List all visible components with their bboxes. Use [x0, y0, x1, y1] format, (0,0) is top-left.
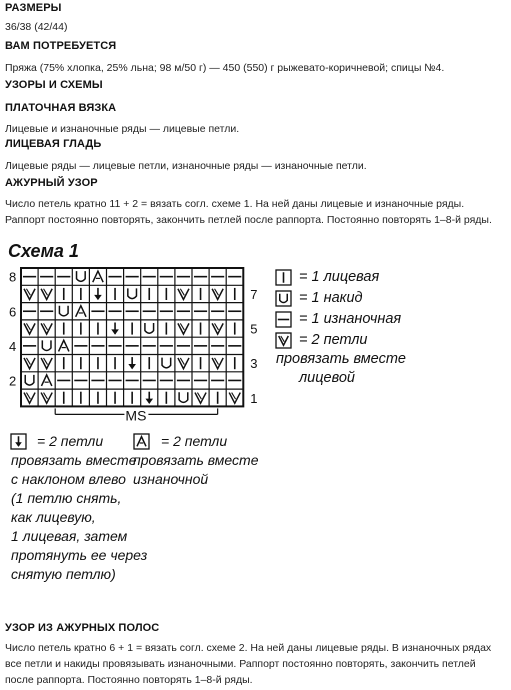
legend-p2tog-line: провязать вместе — [133, 452, 259, 468]
lace-heading: АЖУРНЫЙ УЗОР — [5, 177, 98, 189]
row-number-left: 8 — [9, 269, 17, 285]
schema-title: Схема 1 — [8, 241, 79, 261]
k2tog-symbol — [212, 323, 223, 334]
k2tog-symbol — [41, 323, 52, 334]
yarn-over-symbol — [179, 392, 188, 402]
lace-text-line-2: Раппорт постоянно повторять, закончить петлей после раппорта. Постоянно повторять 1–8-й ряды. — [5, 214, 492, 226]
k2tog-inner-line — [26, 358, 30, 365]
legend-ssk-line: (1 петлю снять, — [11, 490, 122, 506]
k2tog-symbol — [24, 289, 35, 300]
k2tog-symbol — [41, 358, 52, 369]
legend-k2tog-line-1: = 2 петли — [299, 332, 368, 348]
legend-purl-text: = 1 изнаночная — [299, 311, 402, 327]
k2tog-symbol — [195, 393, 206, 404]
row-number-right: 7 — [250, 286, 258, 302]
yarn-over-symbol — [145, 323, 154, 333]
k2tog-symbol — [212, 358, 223, 369]
legend-ssk-line: провязать вместе — [11, 452, 137, 468]
k2tog-inner-line — [281, 336, 284, 342]
k2tog-inner-line — [215, 323, 219, 330]
p2tog-symbol — [76, 306, 86, 317]
yarn-over-symbol — [162, 358, 171, 368]
k2tog-symbol — [41, 289, 52, 300]
row-number-left: 2 — [9, 373, 17, 389]
k2tog-inner-line — [180, 323, 184, 330]
stripe-heading: УЗОР ИЗ АЖУРНЫХ ПОЛОС — [5, 622, 160, 634]
row-number-right: 1 — [250, 390, 258, 406]
patterns-heading: УЗОРЫ И СХЕМЫ — [5, 79, 103, 91]
k2tog-inner-line — [197, 393, 201, 400]
k2tog-symbol — [41, 393, 52, 404]
materials-text: Пряжа (75% хлопка, 25% льна; 98 м/50 г) — 450 (550) г рыжевато-коричневой; спицы №4. — [5, 62, 445, 74]
k2tog-inner-line — [232, 393, 236, 400]
p2tog-symbol — [93, 271, 103, 282]
legend-ssk-line: протянуть ее через — [11, 547, 148, 563]
ssk-arrow-head — [94, 295, 102, 300]
row-number-right: 5 — [250, 321, 258, 337]
garter-text: Лицевые и изнаночные ряды — лицевые петли. — [5, 123, 240, 135]
k2tog-symbol — [212, 289, 223, 300]
materials-heading: ВАМ ПОТРЕБУЕТСЯ — [5, 40, 117, 52]
stripe-text-line-2: все петли и накиды провязывать изнаночными. Раппорт постоянно повторять, закончить петлей — [5, 658, 476, 670]
legend-k2tog-box — [276, 333, 291, 348]
legend-knit-box — [276, 270, 291, 285]
legend-p2tog-line: = 2 петли — [161, 433, 228, 449]
legend-ssk-line: снятую петлю) — [11, 566, 116, 582]
stockinette-heading: ЛИЦЕВАЯ ГЛАДЬ — [5, 138, 102, 150]
k2tog-symbol — [229, 393, 240, 404]
yarn-over-symbol — [77, 271, 86, 281]
legend-p2tog-line: изнаночной — [133, 471, 209, 487]
k2tog-symbol — [178, 323, 189, 334]
k2tog-inner-line — [44, 289, 48, 296]
p2tog-symbol — [41, 375, 51, 386]
k2tog-symbol — [24, 323, 35, 334]
row-number-left: 6 — [9, 304, 17, 320]
legend-ssk-line: 1 лицевая, затем — [11, 528, 128, 544]
garter-heading: ПЛАТОЧНАЯ ВЯЗКА — [5, 102, 117, 114]
ms-label: MS — [125, 407, 147, 424]
k2tog-symbol — [178, 358, 189, 369]
k2tog-inner-line — [26, 323, 30, 330]
stripe-text-line-3: после раппорта. Постоянно повторять 1–8-й ряды. — [5, 674, 253, 686]
k2tog-inner-line — [26, 289, 30, 296]
legend-purl-box — [276, 312, 291, 327]
chart-border — [21, 268, 243, 406]
k2tog-inner-line — [180, 358, 184, 365]
ssk-arrow-head — [145, 399, 153, 404]
legend-knit-text: = 1 лицевая — [299, 269, 380, 285]
legend-ssk-text — [11, 432, 147, 584]
legend-yarn-over-text: = 1 накид — [299, 290, 363, 306]
k2tog-symbol — [279, 336, 289, 345]
ssk-arrow-head — [128, 364, 136, 369]
sizes-value: 36/38 (42/44) — [5, 21, 68, 33]
k2tog-inner-line — [215, 289, 219, 296]
lace-text-line-1: Число петель кратно 11 + 2 = вязать согл. схеме 1. На ней даны лицевые и изнаночные ряды. — [5, 198, 465, 210]
stripe-text-line-1: Число петель кратно 6 + 1 = вязать согл. схеме 2. На ней даны лицевые ряды. В изнаночных рядах — [5, 642, 492, 654]
yarn-over-symbol — [25, 375, 34, 385]
legend-p2tog-text — [133, 432, 258, 489]
k2tog-symbol — [178, 289, 189, 300]
legend-yarn-over-box — [276, 291, 291, 306]
legend-k2tog-line-2: провязать вместе — [276, 351, 406, 367]
k2tog-symbol — [24, 358, 35, 369]
ssk-arrow-head — [111, 329, 119, 334]
k2tog-inner-line — [180, 289, 184, 296]
p2tog-symbol — [59, 340, 69, 351]
yarn-over-symbol — [59, 306, 68, 316]
k2tog-symbol — [24, 393, 35, 404]
k2tog-inner-line — [44, 393, 48, 400]
stockinette-text: Лицевые ряды — лицевые петли, изнаночные ряды — изнаночные петли. — [5, 160, 367, 172]
yarn-over-symbol — [42, 340, 51, 350]
legend-k2tog-line-3: лицевой — [299, 370, 355, 386]
k2tog-inner-line — [44, 358, 48, 365]
sizes-heading: РАЗМЕРЫ — [5, 2, 62, 14]
k2tog-inner-line — [215, 358, 219, 365]
k2tog-inner-line — [44, 323, 48, 330]
yarn-over-symbol — [280, 294, 288, 303]
legend-ssk-line: = 2 петли — [37, 433, 104, 449]
yarn-over-symbol — [128, 288, 137, 298]
row-number-right: 3 — [250, 356, 258, 372]
k2tog-inner-line — [26, 393, 30, 400]
row-number-left: 4 — [9, 338, 17, 354]
legend-ssk-line: как лицевую, — [11, 509, 96, 525]
legend-ssk-line: с наклоном влево — [11, 471, 126, 487]
